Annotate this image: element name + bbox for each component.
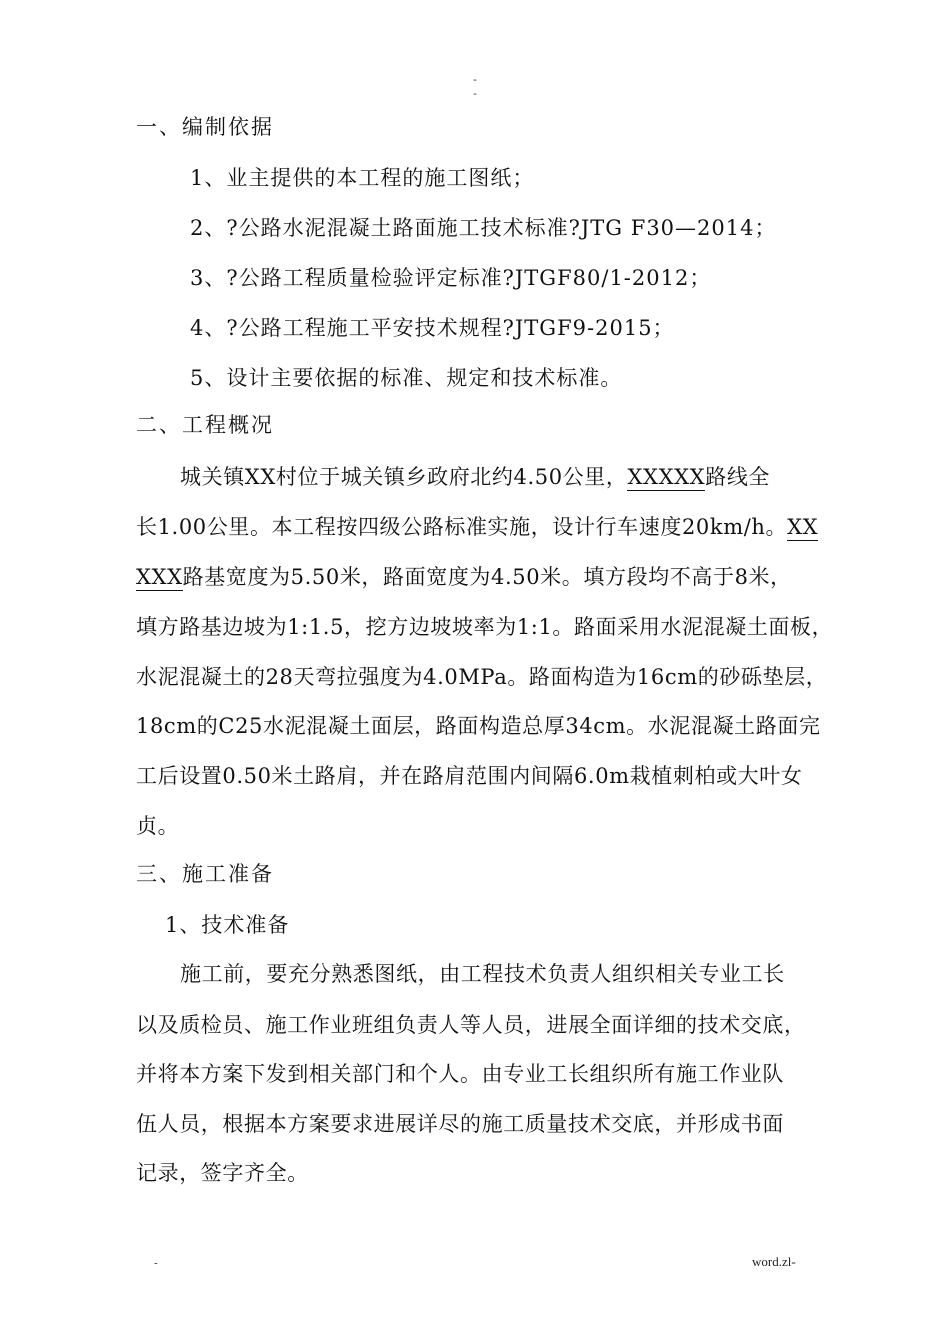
overview-line-5: 水泥混凝土的28天弯拉强度为4.0MPa。路面构造为16cm的砂砾垫层， [136, 665, 828, 689]
underlined-road-name-part1: XX [787, 515, 819, 539]
overview-line-1 [136, 462, 816, 492]
overview-line-1-text-a: 城关镇XX村位于城关镇乡政府北约4.50公里， [180, 465, 628, 489]
underlined-road-name: XXXXX [627, 465, 706, 489]
header-mark-top: - [473, 73, 477, 86]
prep-line-3: 并将本方案下发到相关部门和个人。由专业工长组织所有施工作业队 [136, 1062, 784, 1086]
overview-line-3-text-b: 路基宽度为5.50米，路面宽度为4.50米。填方段均不高于8米， [182, 565, 792, 589]
section-heading-preparation: 三、施工准备 [136, 862, 274, 886]
underlined-road-name-part2: XXX [136, 565, 183, 589]
prep-line-4: 伍人员，根据本方案要求进展详尽的施工质量技术交底，并形成书面 [136, 1112, 784, 1136]
basis-item-3: 3、?公路工程质量检验评定标准?JTGF80/1-2012； [190, 266, 712, 290]
basis-item-5: 5、设计主要依据的标准、规定和技术标准。 [190, 366, 623, 390]
overview-line-4: 填方路基边坡为1:1.5，挖方边坡坡率为1:1。路面采用水泥混凝土面板， [136, 615, 834, 639]
section-heading-overview: 二、工程概况 [136, 413, 274, 437]
footer-left-mark: - [154, 1257, 158, 1269]
subsection-technical-prep: 1、技术准备 [165, 913, 290, 937]
overview-line-8: 贞。 [136, 814, 180, 838]
overview-line-6: 18cm的C25水泥混凝土面层，路面构造总厚34cm。水泥混凝土路面完 [136, 714, 821, 738]
overview-line-2-text-a: 长1.00公里。本工程按四级公路标准实施，设计行车速度20km/h。 [136, 515, 788, 539]
overview-line-1-text-b: 路线全 [705, 465, 771, 489]
overview-line-3 [136, 562, 816, 592]
footer-watermark-text: word.zl- [752, 1254, 796, 1269]
prep-line-2: 以及质检员、施工作业班组负责人等人员，进展全面详细的技术交底， [136, 1013, 806, 1037]
basis-item-4: 4、?公路工程施工平安技术规程?JTGF9-2015； [190, 316, 675, 340]
header-mark-bottom: - [473, 87, 477, 100]
prep-line-5: 记录，签字齐全。 [136, 1161, 309, 1185]
overview-line-2 [136, 512, 819, 542]
prep-line-1: 施工前，要充分熟悉图纸，由工程技术负责人组织相关专业工长 [180, 962, 785, 986]
basis-item-1: 1、业主提供的本工程的施工图纸； [190, 166, 535, 190]
overview-line-7: 工后设置0.50米土路肩，并在路肩范围内间隔6.0m栽植刺柏或大叶女 [136, 764, 803, 788]
basis-item-2: 2、?公路水泥混凝土路面施工技术标准?JTG F30—2014； [190, 216, 777, 240]
section-heading-basis: 一、编制依据 [136, 115, 274, 139]
